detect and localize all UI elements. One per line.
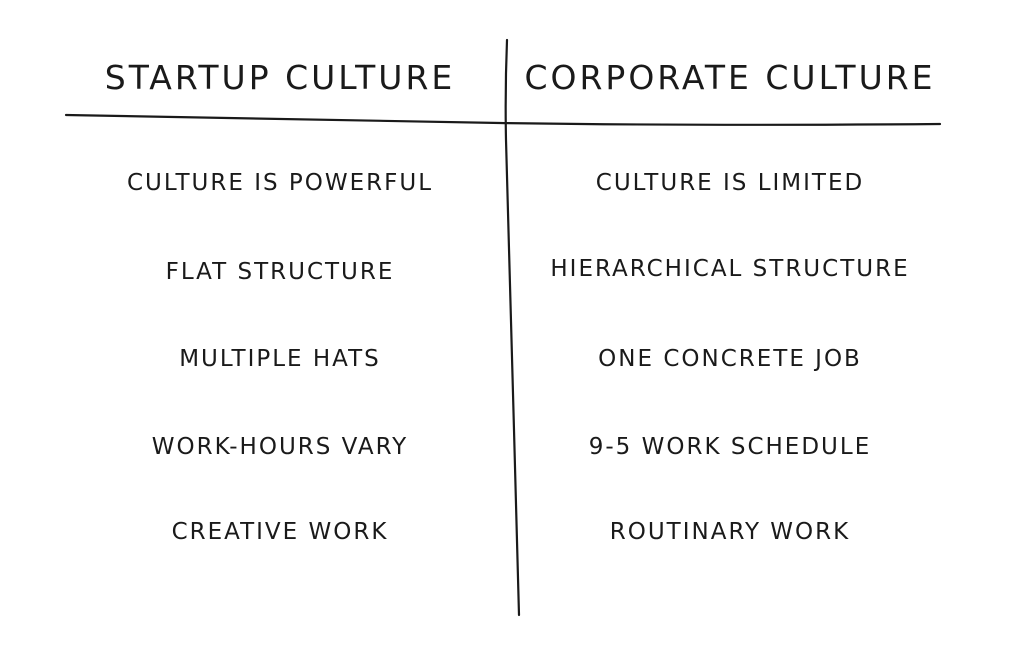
startup-item-4: WORK-HOURS VARY [151,434,409,460]
startup-item-2: FLAT STRUCTURE [165,259,395,285]
corporate-item-3: ONE CONCRETE JOB [598,346,862,372]
corporate-culture-heading: CORPORATE CULTURE [524,58,936,97]
corporate-item-2: HIERARCHICAL STRUCTURE [550,256,910,282]
corporate-item-4: 9-5 WORK SCHEDULE [588,434,872,460]
horizontal-divider [66,115,940,125]
startup-culture-heading: STARTUP CULTURE [104,58,456,97]
corporate-item-5: ROUTINARY WORK [609,519,851,545]
startup-item-3: MULTIPLE HATS [179,346,381,372]
startup-item-5: CREATIVE WORK [171,519,389,545]
corporate-item-1: CULTURE IS LIMITED [595,170,865,196]
startup-item-1: CULTURE IS POWERFUL [126,170,434,196]
